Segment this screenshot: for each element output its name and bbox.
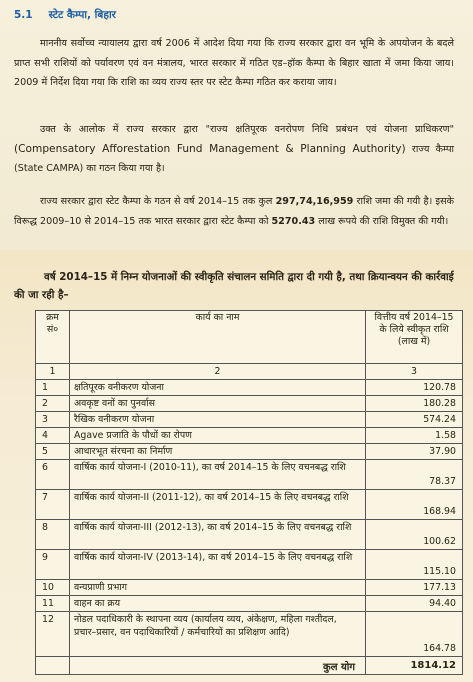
index-cell: 1: [36, 364, 70, 380]
paragraph-3-part-c: लाख रूपये की राशि विमुक्त की गयी।: [318, 215, 449, 227]
amount-cell: 168.94: [366, 490, 463, 520]
amount-cell: 164.78: [366, 612, 463, 657]
table-row: [36, 520, 463, 550]
section-heading: [14, 8, 116, 22]
total-label: कुल योग: [70, 657, 366, 675]
serial-cell: 5: [36, 444, 70, 460]
work-name-cell: वार्षिक कार्य योजना-II (2011-12), का वर्ष 2014–15 के लिए वचनबद्ध राशि: [70, 490, 366, 520]
table-row: [36, 460, 463, 490]
amount-cell: 78.37: [366, 460, 463, 490]
work-name-cell: वाहन का क्रय: [70, 596, 366, 612]
total-amount: 1814.12: [366, 657, 463, 675]
serial-cell: 11: [36, 596, 70, 612]
paragraph-2-english: (Compensatory Afforestation Fund Management & Planning Authority): [14, 142, 406, 155]
work-name-cell: आधारभूत संरचना का निर्माण: [70, 444, 366, 460]
table-row: [36, 550, 463, 580]
work-name-cell: वार्षिक कार्य योजना-III (2012-13), का वर्ष 2014–15 के लिए वचनबद्ध राशि: [70, 520, 366, 550]
work-name-cell: वन्यप्राणी प्रभाग: [70, 580, 366, 596]
serial-cell: 1: [36, 380, 70, 396]
serial-cell: 4: [36, 428, 70, 444]
header-serial: क्रम सं०: [36, 311, 70, 364]
table-row: [36, 412, 463, 428]
amount-cell: 177.13: [366, 580, 463, 596]
work-name-cell: अवकृष्ट वनों का पुनर्वास: [70, 396, 366, 412]
table-row: [36, 428, 463, 444]
serial-cell: 3: [36, 412, 70, 428]
table-row: [36, 396, 463, 412]
serial-cell: 10: [36, 580, 70, 596]
serial-cell: 2: [36, 396, 70, 412]
section-number: 5.1: [14, 9, 33, 21]
index-cell: 2: [70, 364, 366, 380]
paragraph-1: माननीय सर्वोच्च न्यायालय द्वारा वर्ष 2006 में आदेश दिया गया कि राज्य सरकार द्वारा वन भूमि के अपयोजन के बदले प्राप्त सभी राशियों को पर्यावरण एवं वन मंत्रालय, भारत सरकार में गठित एड–हॉक कैम्पा के बिहार खाता में जमा किया जाय। 2009 में निर्देश दिया गया कि राशि का व्यय राज्य स्तर पर स्टेट कैम्पा गठित कर कराया जाय।: [14, 38, 454, 88]
amount-cell: 100.62: [366, 520, 463, 550]
header-amount: वित्तीय वर्ष 2014–15 के लिये स्वीकृत राशि (लाख में): [366, 311, 463, 364]
amount-cell: 94.40: [366, 596, 463, 612]
work-name-cell: रैखिक वनीकरण योजना: [70, 412, 366, 428]
table-row: [36, 596, 463, 612]
released-lakh-amount: 5270.43: [271, 215, 316, 227]
work-name-cell: क्षतिपूरक वनीकरण योजना: [70, 380, 366, 396]
serial-cell: 8: [36, 520, 70, 550]
serial-cell: 12: [36, 612, 70, 657]
work-name-cell: Agave प्रजाति के पौधों का रोपण: [70, 428, 366, 444]
amount-cell: 180.28: [366, 396, 463, 412]
serial-cell: 9: [36, 550, 70, 580]
work-name-cell: नोडल पदाधिकारी के स्थापना व्यय (कार्यालय व्यय, अंकेक्षण, महिला गश्तीदल, प्रचार–प्रसार, वन पदाधिकारियों / कर्मचारियों का प्रशिक्षण आदि): [70, 612, 366, 657]
amount-cell: 574.24: [366, 412, 463, 428]
total-empty-cell: [36, 657, 70, 675]
table-row: [36, 490, 463, 520]
serial-cell: 7: [36, 490, 70, 520]
paragraph-2: [14, 120, 454, 179]
paragraph-3-part-a: राज्य सरकार द्वारा स्टेट कैम्पा के गठन से वर्ष 2014–15 तक कुल: [40, 196, 273, 207]
table-row: [36, 444, 463, 460]
serial-cell: 6: [36, 460, 70, 490]
work-name-cell: वार्षिक कार्य योजना-IV (2013-14), का वर्ष 2014–15 के लिए वचनबद्ध राशि: [70, 550, 366, 580]
table-intro: वर्ष 2014–15 में निम्न योजनाओं की स्वीकृति संचालन समिति द्वारा दी गयी है, तथा क्रियान्वयन की कार्रवाई की जा रही है–: [14, 271, 454, 301]
amount-cell: 120.78: [366, 380, 463, 396]
schemes-table: [35, 310, 463, 675]
table-total-row: [36, 657, 463, 675]
table-index-row: [36, 364, 463, 380]
table-row: [36, 580, 463, 596]
section-title: स्टेट कैम्पा, बिहार: [48, 9, 116, 21]
deposited-amount: 297,74,16,959: [275, 196, 354, 207]
paragraph-2-part-b: राज्य कैम्पा (State CAMPA) का गठन किया गया है।: [14, 143, 455, 174]
amount-cell: 1.58: [366, 428, 463, 444]
header-work-name: कार्य का नाम: [70, 311, 366, 364]
amount-cell: 37.90: [366, 444, 463, 460]
work-name-cell: वार्षिक कार्य योजना-I (2010-11), का वर्ष 2014–15 के लिए वचनबद्ध राशि: [70, 460, 366, 490]
index-cell: 3: [366, 364, 463, 380]
amount-cell: 115.10: [366, 550, 463, 580]
paragraph-2-part-a: उक्त के आलोक में राज्य सरकार द्वारा "राज्य क्षतिपूरक वनरोपण निधि प्रबंधन एवं योजना प्राधिकरण": [40, 124, 454, 135]
paragraph-3: [14, 192, 454, 231]
table-row: [36, 380, 463, 396]
table-row: [36, 612, 463, 657]
paragraph-3-part-b: राशि जमा की गयी है। इसके विरूद्ध 2009–10 से 2014–15 तक भारत सरकार द्वारा स्टेट कैम्पा को: [14, 196, 454, 227]
table-header-row: [36, 311, 463, 364]
